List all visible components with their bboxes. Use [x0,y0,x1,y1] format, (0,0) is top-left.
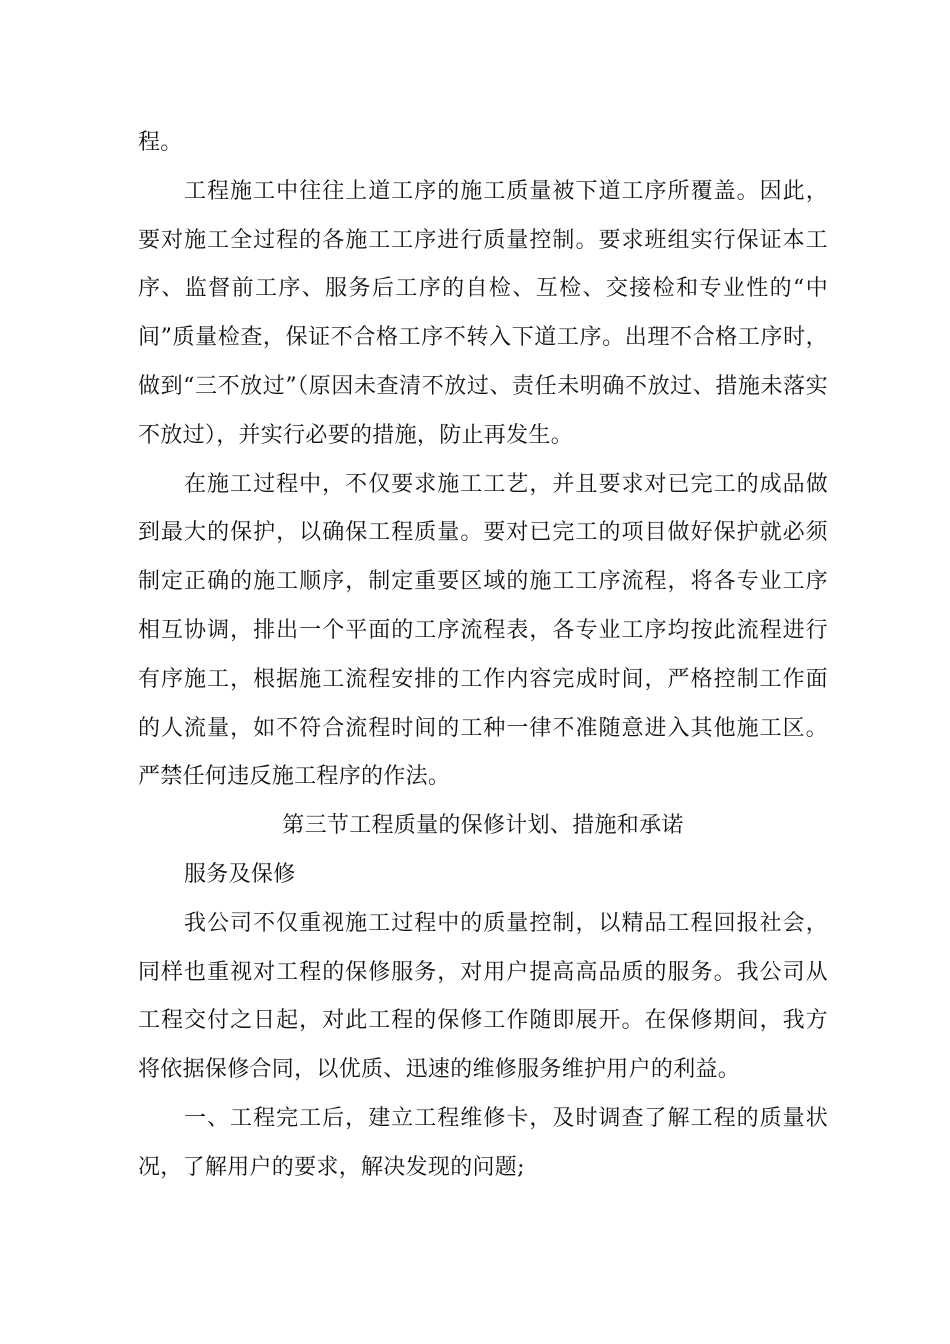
section-heading: 第三节工程质量的保修计划、措施和承诺 [282,813,684,839]
subheading-service: 服务及保修 [184,861,296,887]
paragraph-continuation: 程。 [138,130,183,155]
paragraph-process-control: 工程施工中往往上道工序的施工质量被下道工序所覆盖。因此，要对施工全过程的各施工工序进行质量控制。要求班组实行保证本工序、监督前工序、服务后工序的自检、互检、交接检和专业性的“中间”质量检查，保证不合格工序不转入下道工序。出理不合格工序时，做到“三不放过”（原因未查清不放过、责任未明确不放过、措施未落实不放过），并实行必要的措施，防止再发生。 [138,178,828,448]
paragraph-warranty-service: 我公司不仅重视施工过程中的质量控制，以精品工程回报社会，同样也重视对工程的保修服务，对用户提高高品质的服务。我公司从工程交付之日起，对此工程的保修工作随即展开。在保修期间，我方将依据保修合同，以优质、迅速的维修服务维护用户的利益。 [138,910,828,1083]
page-body [138,119,828,1193]
list-item-1: 一、工程完工后，建立工程维修卡，及时调查了解工程的质量状况，了解用户的要求，解决发现的问题; [138,1105,828,1180]
paragraph-product-protection: 在施工过程中，不仅要求施工工艺，并且要求对已完工的成品做到最大的保护，以确保工程质量。要对已完工的项目做好保护就必须制定正确的施工顺序，制定重要区域的施工工序流程，将各专业工序相互协调，排出一个平面的工序流程表，各专业工序均按此流程进行有序施工，根据施工流程安排的工作内容完成时间，严格控制工作面的人流量，如不符合流程时间的工种一律不准随意进入其他施工区。严禁任何违反施工程序的作法。 [138,471,828,790]
